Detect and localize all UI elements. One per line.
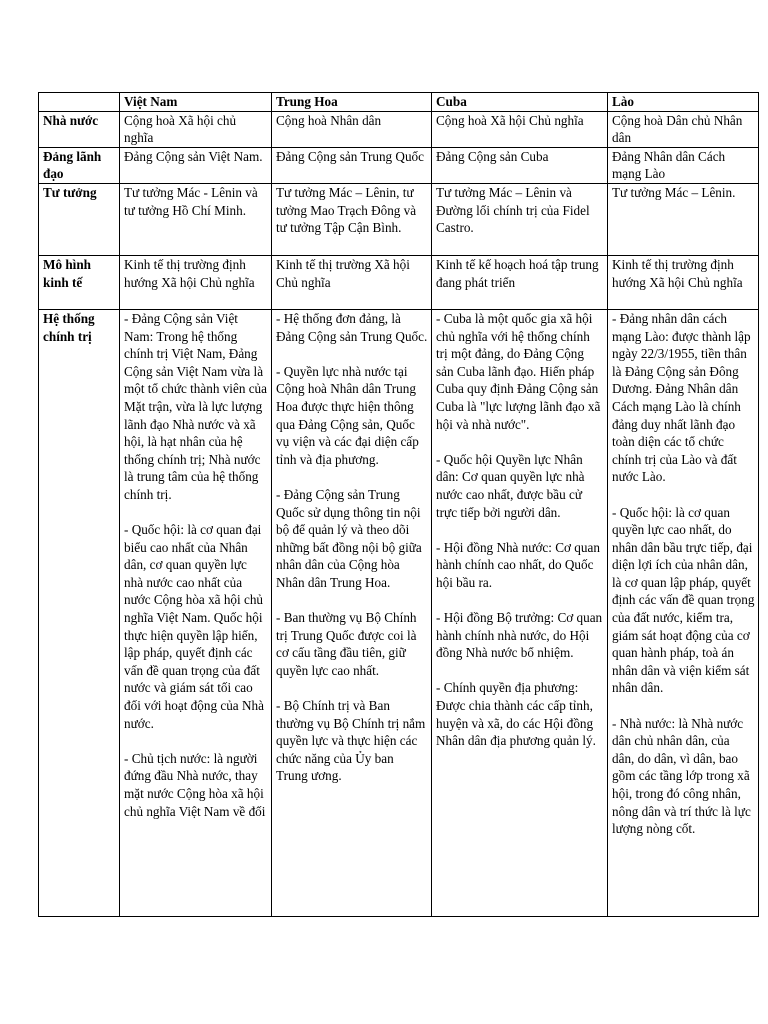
table-cell <box>120 309 272 916</box>
table-cell <box>272 111 432 147</box>
paragraph-spacer <box>276 591 428 609</box>
row-label-economic-model: Mô hình kinh tế <box>39 255 120 309</box>
cell-paragraph: - Hội đồng Bộ trưởng: Cơ quan hành chính nhà nước, do Hội đồng Nhà nước bổ nhiệm. <box>436 610 603 661</box>
paragraph-spacer <box>276 468 428 486</box>
cell-paragraph: - Đảng Cộng sản Việt Nam: Trong hệ thống chính trị Việt Nam, Đảng Cộng sản Việt Nam vừa là một tổ chức thành viên của Mặt trận, vừa là lực lượng lãnh đạo Nhà nước và xã hội, là hạt nhân của hệ thống chính trị; Nhà nước là trung tâm của hệ thống chính trị. <box>124 310 268 502</box>
table-cell <box>608 255 759 309</box>
row-label-ideology: Tư tưởng <box>39 183 120 255</box>
cell-text: Tư tưởng Mác - Lênin và tư tưởng Hồ Chí Minh. <box>124 184 258 218</box>
cell-text: Kinh tế thị trường định hướng Xã hội Chủ nghĩa <box>612 256 743 290</box>
cell-paragraph: - Ban thường vụ Bộ Chính trị Trung Quốc được coi là cơ cấu tầng đầu tiên, giữ quyền lực cao nhất. <box>276 610 417 678</box>
table-row <box>39 147 759 183</box>
comparison-table <box>38 92 759 917</box>
paragraph-spacer <box>436 521 604 539</box>
table-cell <box>608 309 759 916</box>
paragraph-spacer <box>436 591 604 609</box>
table-cell <box>120 183 272 255</box>
cell-paragraph: - Quốc hội: là cơ quan đại biểu cao nhất của Nhân dân, cơ quan quyền lực nhà nước cao nhất của nước Cộng hòa xã hội chủ nghĩa Việt Nam. Quốc hội thực hiện quyền lập hiến, lập pháp, quyết định các vấn đề quan trọng của đất nước và giám sát tối cao đối với hoạt động của Nhà nước. <box>124 522 264 731</box>
cell-paragraph: - Quyền lực nhà nước tại Cộng hoà Nhân dân Trung Hoa được thực hiện thông qua Đảng Cộng sản, Quốc vụ viện và các đại diện cấp tỉnh và địa phương. <box>276 363 419 467</box>
table-cell <box>608 111 759 147</box>
header-cell-vietnam: Việt Nam <box>120 93 272 112</box>
table-cell <box>120 255 272 309</box>
paragraph-spacer <box>612 697 755 715</box>
table-cell <box>432 309 608 916</box>
header-cell-china: Trung Hoa <box>272 93 432 112</box>
paragraph-spacer <box>124 732 268 750</box>
cell-text: Đảng Cộng sản Cuba <box>436 148 549 164</box>
paragraph-spacer <box>124 504 268 522</box>
cell-paragraph: - Chủ tịch nước: là người đứng đầu Nhà nước, thay mặt nước Cộng hòa xã hội chủ nghĩa Việt Nam về đối <box>124 750 266 819</box>
table-row <box>39 111 759 147</box>
row-label-ruling-party: Đảng lãnh đạo <box>39 147 120 183</box>
table-cell <box>120 111 272 147</box>
table-cell <box>272 183 432 255</box>
cell-paragraph: - Đảng Cộng sản Trung Quốc sử dụng thông tin nội bộ để quản lý và theo dõi những bất đồng nội bộ giữa nhân dân của Cộng hòa Nhân dân Trung Hoa. <box>276 486 422 590</box>
table-cell <box>272 255 432 309</box>
cell-text: Kinh tế thị trường Xã hội Chủ nghĩa <box>276 256 410 290</box>
row-label-political-system: Hệ thống chính trị <box>39 309 120 916</box>
paragraph-spacer <box>276 345 428 363</box>
cell-paragraph: - Đảng nhân dân cách mạng Lào: được thành lập ngày 22/3/1955, tiền thân là Đảng Cộng sản Đông Dương. Đảng Nhân dân Cách mạng Lào là chính đảng duy nhất lãnh đạo toàn diện các tổ chức chính trị của Lào và đất nước Lào. <box>612 310 751 485</box>
cell-paragraph: - Hội đồng Nhà nước: Cơ quan hành chính cao nhất, do Quốc hội bầu ra. <box>436 539 600 590</box>
table-cell <box>432 111 608 147</box>
table-header-row <box>39 93 759 112</box>
cell-text: Đảng Cộng sản Trung Quốc <box>276 148 424 164</box>
cell-text: Kinh tế kế hoạch hoá tập trung đang phát triển <box>436 256 599 290</box>
paragraph-spacer <box>436 662 604 680</box>
table-row <box>39 255 759 309</box>
cell-paragraph: - Quốc hội Quyền lực Nhân dân: Cơ quan quyền lực nhà nước cao nhất, được bầu cử trực tiếp bởi người dân. <box>436 451 585 520</box>
header-cell-laos: Lào <box>608 93 759 112</box>
cell-paragraph: - Hệ thống đơn đảng, là Đảng Cộng sản Trung Quốc. <box>276 310 428 344</box>
cell-paragraph: - Nhà nước: là Nhà nước dân chủ nhân dân, của dân, do dân, vì dân, bao gồm các tầng lớp trong xã hội, trong đó công nhân, nông dân và trí thức là lực lượng nòng cốt. <box>612 715 751 837</box>
paragraph-spacer <box>436 433 604 451</box>
table-cell <box>608 147 759 183</box>
table-cell <box>432 255 608 309</box>
cell-paragraph: - Cuba là một quốc gia xã hội chủ nghĩa với hệ thống chính trị một đảng, do Đảng Cộng sản Cuba lãnh đạo. Hiến pháp Cuba quy định Đảng Cộng sản Cuba là "lực lượng lãnh đạo xã hội và nhà nước". <box>436 310 601 432</box>
paragraph-spacer <box>612 486 755 504</box>
row-label-state: Nhà nước <box>39 111 120 147</box>
table-cell <box>120 147 272 183</box>
cell-text: Cộng hoà Xã hội chủ nghĩa <box>124 112 237 146</box>
table-cell <box>272 309 432 916</box>
header-cell-cuba: Cuba <box>432 93 608 112</box>
cell-paragraph: - Chính quyền địa phương: Được chia thành các cấp tỉnh, huyện và xã, do các Hội đồng Nhân dân địa phương quản lý. <box>436 680 596 749</box>
cell-text: Cộng hoà Xã hội Chủ nghĩa <box>436 112 584 128</box>
cell-text: Cộng hoà Nhân dân <box>276 112 382 128</box>
table-row <box>39 183 759 255</box>
cell-text: Đảng Cộng sản Việt Nam. <box>124 148 263 164</box>
paragraph-spacer <box>276 679 428 697</box>
cell-paragraph: - Quốc hội: là cơ quan quyền lực cao nhất, do nhân dân bầu trực tiếp, đại diện lợi ích của nhân dân, là cơ quan lập pháp, quyết định các vấn đề quan trọng của đất nước, kiểm tra, giám sát hoạt động của cơ quan hành pháp, toà án nhân dân và viện kiểm sát nhân dân. <box>612 504 755 696</box>
cell-text: Cộng hoà Dân chủ Nhân dân <box>612 112 743 146</box>
cell-paragraph: - Bộ Chính trị và Ban thường vụ Bộ Chính trị nắm quyền lực và thực hiện các chức năng của Ủy ban Trung ương. <box>276 698 426 784</box>
table-cell <box>272 147 432 183</box>
table-cell <box>432 147 608 183</box>
cell-text: Đảng Nhân dân Cách mạng Lào <box>612 148 726 182</box>
table-cell <box>432 183 608 255</box>
header-cell-empty <box>39 93 120 112</box>
cell-text: Tư tưởng Mác – Lênin. <box>612 184 736 200</box>
table-row <box>39 309 759 916</box>
cell-text: Kinh tế thị trường định hướng Xã hội Chủ nghĩa <box>124 256 255 290</box>
table-cell <box>608 183 759 255</box>
cell-text: Tư tưởng Mác – Lênin, tư tưởng Mao Trạch Đông và tư tưởng Tập Cận Bình. <box>276 184 417 236</box>
cell-text: Tư tưởng Mác – Lênin và Đường lối chính trị của Fidel Castro. <box>436 184 590 236</box>
